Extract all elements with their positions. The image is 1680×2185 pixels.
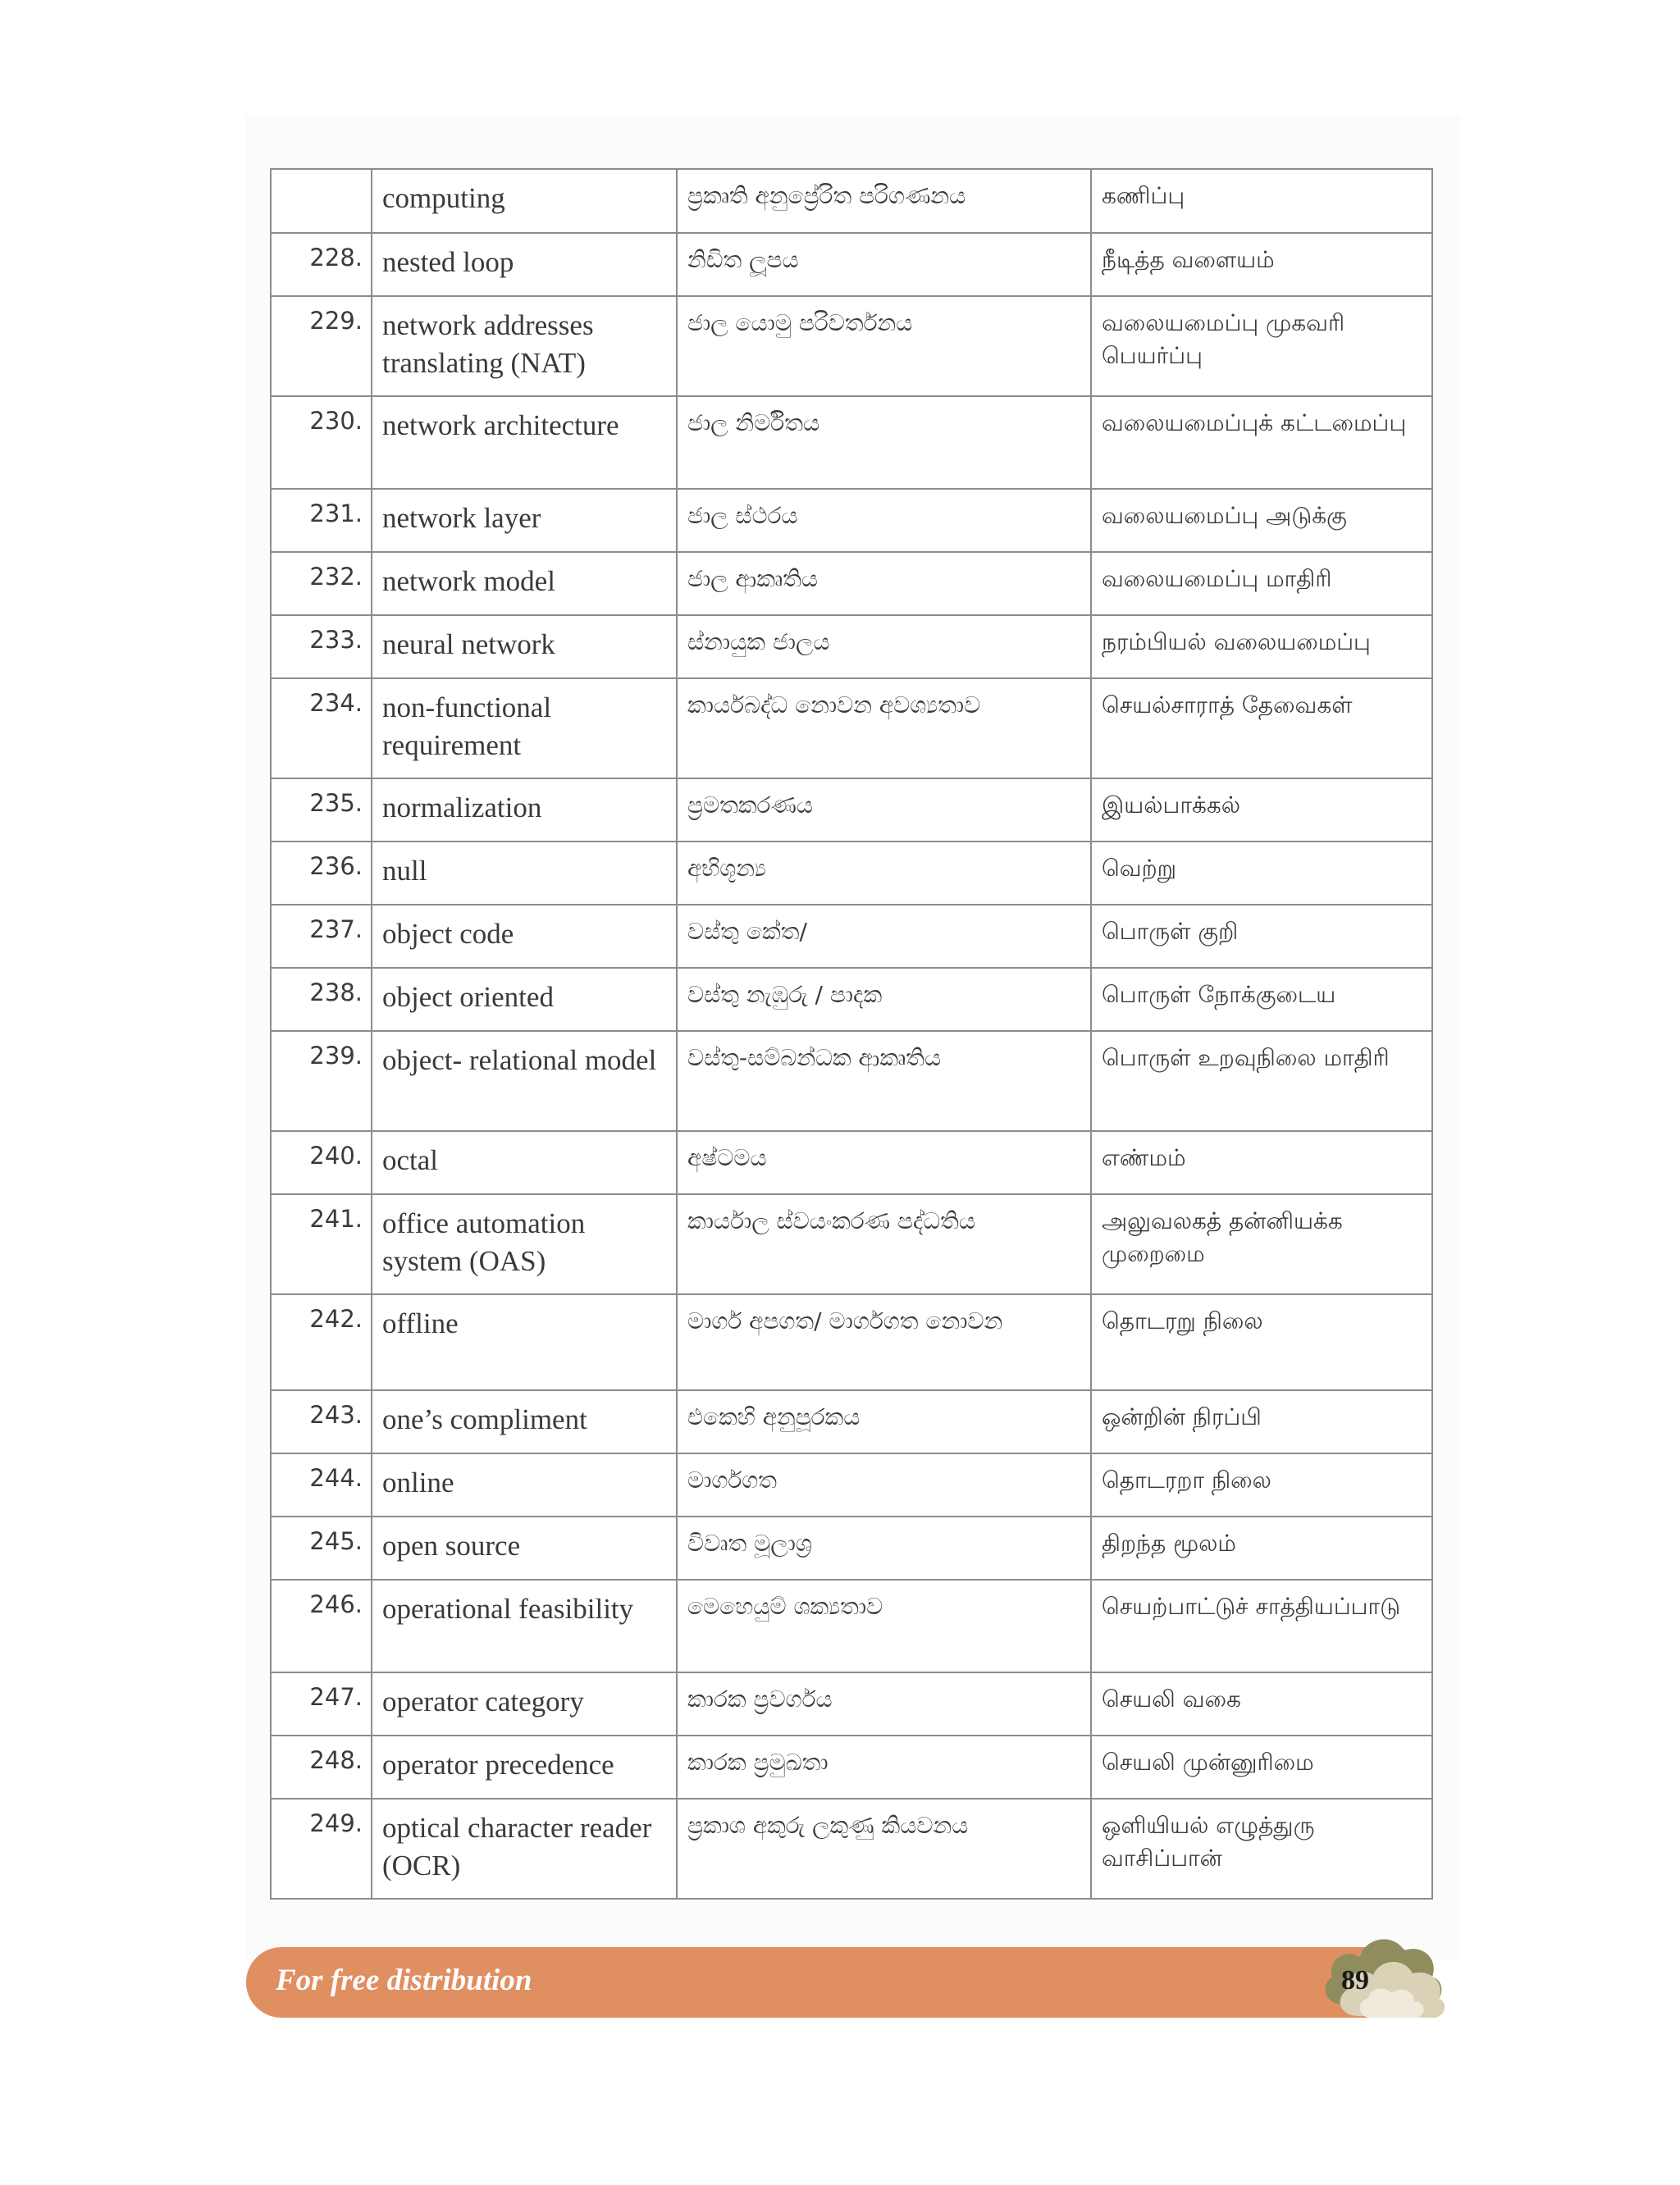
tamil-term: கணிப்பு [1091, 169, 1432, 233]
tamil-term: நீடித்த வளையம் [1091, 233, 1432, 296]
row-number: 233. [271, 615, 372, 678]
table-row [271, 1799, 1432, 1899]
footer-distribution-text: For free distribution [276, 1964, 532, 1997]
table-row [271, 1672, 1432, 1736]
sinhala-term: නිඩිත ලූපය [677, 233, 1091, 296]
row-number: 235. [271, 778, 372, 842]
table-row [271, 396, 1432, 489]
table-row [271, 842, 1432, 905]
table-row [271, 552, 1432, 615]
row-number: 239. [271, 1031, 372, 1131]
page-number: 89 [1341, 1965, 1369, 1996]
english-term: one’s compliment [372, 1390, 677, 1453]
english-term: object code [372, 905, 677, 968]
tamil-term: ஒளியியல் எழுத்துரு வாசிப்பான் [1091, 1799, 1432, 1899]
row-number: 236. [271, 842, 372, 905]
sinhala-term: ජාල ආකෘතිය [677, 552, 1091, 615]
english-term: network addresses translating (NAT) [372, 296, 677, 396]
sinhala-term: කාර්යබද්ධ නොවන අවශ්‍යතාව [677, 678, 1091, 778]
tamil-term: செயற்பாட்டுச் சாத்தியப்பாடு [1091, 1580, 1432, 1672]
row-number: 238. [271, 968, 372, 1031]
sinhala-term: ප්‍රකෘති අනුප්‍රේරිත පරිගණනය [677, 169, 1091, 233]
table-row [271, 1031, 1432, 1131]
english-term: operator category [372, 1672, 677, 1736]
sinhala-term: මාර්ගගත [677, 1453, 1091, 1517]
sinhala-term: ප්‍රමතකරණය [677, 778, 1091, 842]
english-term: computing [372, 169, 677, 233]
sinhala-term: එකෙහි අනුපූරකය [677, 1390, 1091, 1453]
english-term: operator precedence [372, 1736, 677, 1799]
english-term: octal [372, 1131, 677, 1194]
row-number: 229. [271, 296, 372, 396]
english-term: office automation system (OAS) [372, 1194, 677, 1294]
sinhala-term: කාර්යාල ස්වයංකරණ පද්ධතිය [677, 1194, 1091, 1294]
tamil-term: வலையமைப்பு மாதிரி [1091, 552, 1432, 615]
row-number: 234. [271, 678, 372, 778]
table-row [271, 1194, 1432, 1294]
english-term: object- relational model [372, 1031, 677, 1131]
tamil-term: பொருள் குறி [1091, 905, 1432, 968]
tamil-term: இயல்பாக்கல் [1091, 778, 1432, 842]
tamil-term: வலையமைப்பு அடுக்கு [1091, 489, 1432, 552]
sinhala-term: අභිශූන්‍ය [677, 842, 1091, 905]
row-number: 249. [271, 1799, 372, 1899]
glossary-table [270, 168, 1433, 1900]
table-row [271, 678, 1432, 778]
sinhala-term: ප්‍රකාශ අකුරු ලකුණු කියවනය [677, 1799, 1091, 1899]
english-term: object oriented [372, 968, 677, 1031]
english-term: normalization [372, 778, 677, 842]
row-number: 243. [271, 1390, 372, 1453]
tamil-term: செயல்சாராத் தேவைகள் [1091, 678, 1432, 778]
row-number: 245. [271, 1517, 372, 1580]
row-number: 232. [271, 552, 372, 615]
english-term: non-functional requirement [372, 678, 677, 778]
tamil-term: செயலி முன்னுரிமை [1091, 1736, 1432, 1799]
table-row [271, 1131, 1432, 1194]
tamil-term: தொடரறா நிலை [1091, 1453, 1432, 1517]
tamil-term: எண்மம் [1091, 1131, 1432, 1194]
sinhala-term: වස්තු-සම්බන්ධක ආකෘතිය [677, 1031, 1091, 1131]
row-number: 237. [271, 905, 372, 968]
tamil-term: வலையமைப்புக் கட்டமைப்பு [1091, 396, 1432, 489]
english-term: offline [372, 1294, 677, 1390]
row-number: 247. [271, 1672, 372, 1736]
table-row [271, 1580, 1432, 1672]
row-number: 240. [271, 1131, 372, 1194]
english-term: open source [372, 1517, 677, 1580]
row-number: 230. [271, 396, 372, 489]
sinhala-term: විවෘත මූලාශ්‍ර [677, 1517, 1091, 1580]
tamil-term: செயலி வகை [1091, 1672, 1432, 1736]
sinhala-term: වස්තු නැඹුරු / පාදක [677, 968, 1091, 1031]
table-row [271, 1294, 1432, 1390]
table-row [271, 968, 1432, 1031]
sinhala-term: ස්නායුක ජාලය [677, 615, 1091, 678]
tamil-term: வலையமைப்பு முகவரி பெயர்ப்பு [1091, 296, 1432, 396]
table-row [271, 1736, 1432, 1799]
tamil-term: வெற்று [1091, 842, 1432, 905]
sinhala-term: වස්තු කේත/ [677, 905, 1091, 968]
table-row [271, 778, 1432, 842]
english-term: operational feasibility [372, 1580, 677, 1672]
tamil-term: ஒன்றின் நிரப்பி [1091, 1390, 1432, 1453]
table-row [271, 169, 1432, 233]
english-term: network model [372, 552, 677, 615]
row-number: 246. [271, 1580, 372, 1672]
table-row [271, 1390, 1432, 1453]
row-number [271, 169, 372, 233]
english-term: null [372, 842, 677, 905]
sinhala-term: මෙහෙයුම් ශක්‍යතාව [677, 1580, 1091, 1672]
tamil-term: தொடரறு நிலை [1091, 1294, 1432, 1390]
row-number: 248. [271, 1736, 372, 1799]
sinhala-term: අෂ්ටමය [677, 1131, 1091, 1194]
row-number: 228. [271, 233, 372, 296]
english-term: neural network [372, 615, 677, 678]
sinhala-term: ජාල යොමු පරිවර්තනය [677, 296, 1091, 396]
table-row [271, 905, 1432, 968]
row-number: 244. [271, 1453, 372, 1517]
tamil-term: திறந்த மூலம் [1091, 1517, 1432, 1580]
row-number: 242. [271, 1294, 372, 1390]
tamil-term: பொருள் நோக்குடைய [1091, 968, 1432, 1031]
tamil-term: நரம்பியல் வலையமைப்பு [1091, 615, 1432, 678]
english-term: nested loop [372, 233, 677, 296]
tamil-term: அலுவலகத் தன்னியக்க முறைமை [1091, 1194, 1432, 1294]
sinhala-term: කාරක ප්‍රමුඛතා [677, 1736, 1091, 1799]
table-row [271, 233, 1432, 296]
table-row [271, 1453, 1432, 1517]
sinhala-term: කාරක ප්‍රවර්ගය [677, 1672, 1091, 1736]
sinhala-term: ජාල නිර්මිතය [677, 396, 1091, 489]
english-term: network layer [372, 489, 677, 552]
table-row [271, 489, 1432, 552]
table-row [271, 615, 1432, 678]
row-number: 231. [271, 489, 372, 552]
english-term: optical character reader (OCR) [372, 1799, 677, 1899]
sinhala-term: ජාල ස්ථරය [677, 489, 1091, 552]
table-row [271, 296, 1432, 396]
row-number: 241. [271, 1194, 372, 1294]
sinhala-term: මාර්ග අපගත/ මාර්ගගත නොවන [677, 1294, 1091, 1390]
tamil-term: பொருள் உறவுநிலை மாதிரி [1091, 1031, 1432, 1131]
table-row [271, 1517, 1432, 1580]
english-term: network architecture [372, 396, 677, 489]
english-term: online [372, 1453, 677, 1517]
